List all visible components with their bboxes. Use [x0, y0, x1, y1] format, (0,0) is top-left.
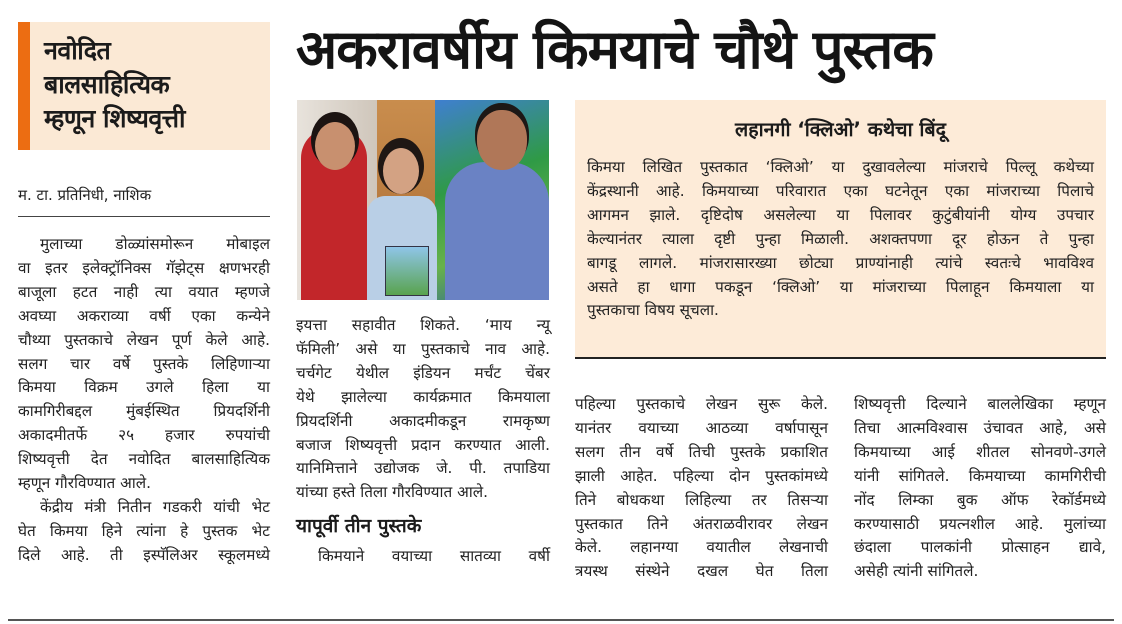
text-line: यानंतर वयाच्या आठव्या वर्षापासून — [575, 418, 828, 437]
photo-person-woman-head — [315, 122, 355, 170]
sidebar-box-title: लहानगी ‘क्लिओ’ कथेचा बिंदू — [735, 118, 946, 141]
text-line: सलग चार वर्षे पुस्तके लिहिणाऱ्या — [18, 354, 270, 373]
text-line: चौथ्या पुस्तकाचे लेखन पूर्ण केले आहे. — [18, 330, 270, 349]
text-line: कामगिरीबद्दल मुंबईस्थित प्रियदर्शिनी — [18, 402, 270, 421]
article-column-2 — [296, 314, 550, 569]
sidebar-box-divider — [575, 357, 1106, 359]
text-line: शिष्यवृत्ती देत नवोदित बालसाहित्यिक — [18, 450, 270, 469]
text-line: केंद्रस्थानी आहे. किमयाच्या परिवारात एका घटनेतून एका मांजराच्या पिलाचे — [587, 181, 1094, 200]
kicker-line: बालसाहित्यिक — [44, 70, 170, 99]
text-line: नोंद लिम्का बुक ऑफ रेकॉर्डमध्ये — [854, 490, 1106, 509]
text-line: तिचा आत्मविश्वास उंचावत आहे, असे — [854, 418, 1106, 437]
text-line: यानिमित्ताने उद्योजक जे. पी. तपाडिया — [296, 459, 550, 478]
text-line: वा इतर इलेक्ट्रॉनिक्स गॅझेट्स क्षणभरही — [18, 258, 270, 277]
text-line: केले. लहानग्या वयातील लेखनाची — [575, 538, 828, 557]
text-line: चर्चगेट येथील इंडियन मर्चंट चेंबर — [296, 363, 550, 382]
text-line: केंद्रीय मंत्री नितीन गडकरी यांची भेट — [40, 497, 270, 516]
text-line: शिष्यवृत्ती दिल्याने बाललेखिका म्हणून — [854, 395, 1106, 413]
text-line: केल्यानंतर त्याला दृष्टी पुन्हा मिळाली. अशक्तपणा दूर होऊन ते पुन्हा — [587, 229, 1094, 248]
article-column-1 — [18, 233, 270, 568]
text-line: मुलाच्या डोळ्यांसमोरून मोबाइल — [40, 235, 270, 253]
text-line: झाली आहेत. पहिल्या दोन पुस्तकांमध्ये — [575, 466, 828, 485]
kicker-line: नवोदित — [44, 36, 111, 65]
text-line: त्रयस्थ संस्थेने दखल घेत तिला — [575, 562, 828, 581]
text-line: बागडू लागले. मांजरासारख्या छोट्या प्राण्यांनाही त्यांचे स्वतःचे भावविश्व — [587, 253, 1094, 272]
byline-divider — [18, 216, 270, 217]
text-line: प्रियदर्शिनी अकादमीकडून रामकृष्ण — [296, 411, 550, 430]
text-line: अकादमीतर्फे २५ हजार रुपयांची — [18, 426, 270, 445]
text-line: यांनी सांगितले. किमयाच्या कामगिरीची — [854, 466, 1106, 485]
byline: म. टा. प्रतिनिधी, नाशिक — [18, 186, 152, 204]
article-column-4 — [854, 393, 1106, 584]
text-line: सलग तीन वर्षे तिची पुस्तके प्रकाशित — [575, 442, 828, 461]
text-line: किमया लिखित पुस्तकात ‘क्लिओ’ या दुखावलेल्या मांजराचे पिल्लू कथेच्या — [587, 158, 1094, 176]
text-line: करण्यासाठी प्रयत्नशील आहे. मुलांच्या — [854, 514, 1106, 533]
text-line: बजाज शिष्यवृत्ती प्रदान करण्यात आली. — [296, 435, 550, 454]
text-line: किमयाने वयाच्या सातव्या वर्षी — [318, 547, 550, 566]
text-line: तिने बोधकथा लिहिल्या तर तिसऱ्या — [575, 490, 828, 509]
text-line: असेही त्यांनी सांगितले. — [854, 562, 979, 581]
bottom-divider — [8, 619, 1114, 621]
headline: अकरावर्षीय किमयाचे चौथे पुस्तक — [296, 18, 933, 81]
text-line: किमयाच्या आई शीतल सोनवणे-उगले — [854, 442, 1106, 461]
text-line: पुस्तकात तिने अंतराळवीरावर लेखन — [575, 514, 828, 533]
text-line: येथे झालेल्या कार्यक्रमात किमयाला — [296, 387, 550, 406]
text-line: दिले आहे. ती इस्पॅलिअर स्कूलमध्ये — [18, 545, 270, 564]
text-line: घेत किमया हिने त्यांना हे पुस्तक भेट — [18, 521, 270, 540]
photo-person-girl-head — [383, 148, 419, 194]
subheading: यापूर्वी तीन पुस्तके — [296, 515, 422, 538]
text-line: यांच्या हस्ते तिला गौरविण्यात आले. — [296, 483, 488, 502]
kicker-box — [18, 22, 270, 150]
text-line: किमया विक्रम उगले हिला या — [18, 378, 270, 397]
text-line: बाजूला हटत नाही त्या वयात म्हणजे — [18, 282, 270, 301]
text-line: पुस्तकाचा विषय सूचला. — [587, 301, 719, 320]
sidebar-box — [575, 100, 1106, 358]
photo-person-man — [445, 162, 549, 300]
text-line: म्हणून गौरविण्यात आले. — [18, 474, 152, 493]
text-line: आगमन झाले. दृष्टिदोष असलेल्या या पिलावर कुटुंबीयांनी योग्य उपचार — [587, 205, 1094, 224]
text-line: अवघ्या अकराव्या वर्षी एका कन्येने — [18, 306, 270, 325]
article-photo — [297, 100, 549, 300]
sidebar-box-body — [587, 156, 1094, 323]
article-column-3 — [575, 393, 828, 584]
kicker-line: म्हणून शिष्यवृत्ती — [44, 104, 185, 133]
text-line: छंदाला पालकांनी प्रोत्साहन द्यावे, — [854, 538, 1106, 557]
text-line: फॅमिली’ असे या पुस्तकाचे नाव आहे. — [296, 339, 550, 358]
photo-person-man-head — [477, 110, 527, 170]
photo-book — [385, 246, 429, 296]
text-line: इयत्ता सहावीत शिकते. ‘माय न्यू — [296, 316, 550, 334]
text-line: असते हा धागा पकडून ‘क्लिओ’ या मांजराच्या पिलाहून किमयाला या — [587, 277, 1094, 296]
text-line: पहिल्या पुस्तकाचे लेखन सुरू केले. — [575, 395, 828, 413]
